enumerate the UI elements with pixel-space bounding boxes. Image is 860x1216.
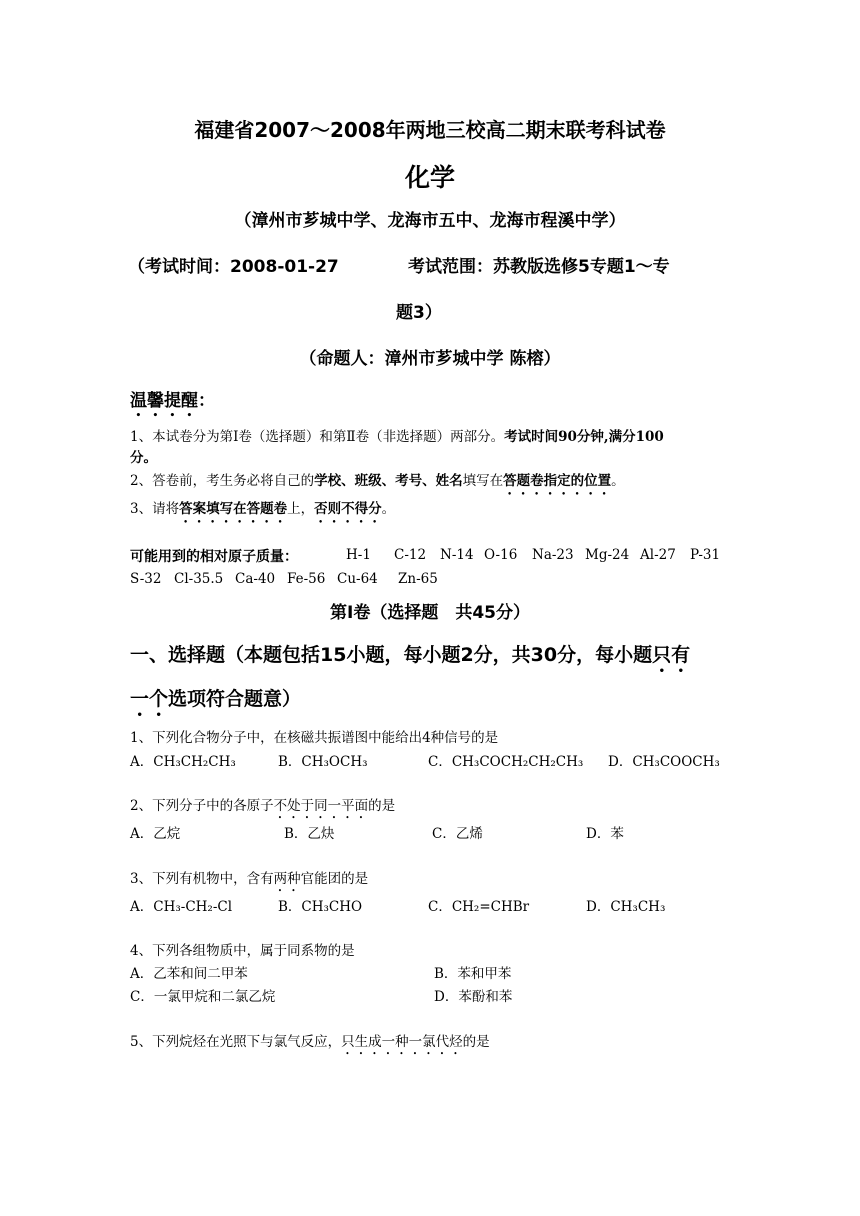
q5-stem-emphasis: 只生成一种一氯代烃 <box>341 1034 463 1050</box>
tips-heading: 温馨提醒： <box>130 391 215 411</box>
mass-heading: 可能用到的相对原子质量： <box>130 549 298 565</box>
part-heading-emphasis: 只有 <box>652 644 691 666</box>
tip3-emphasis-2: 否则不得分 <box>314 501 382 517</box>
mass-ca: Ca-40 <box>235 571 276 587</box>
exam-scope: 考试范围：苏教版选修5专题1～专 <box>408 257 670 277</box>
part-heading-text-2: 选项符合题意） <box>168 688 302 710</box>
author-line: （命题人：漳州市芗城中学 陈榕） <box>299 349 561 369</box>
tip2-text-e: 。 <box>611 473 625 489</box>
mass-cu: Cu-64 <box>337 571 378 587</box>
q2-option-b: B．乙炔 <box>284 826 335 842</box>
q3-option-a: A．CH₃-CH₂-Cl <box>130 899 233 915</box>
q2-option-c: C．乙烯 <box>432 826 483 842</box>
tip3-text-a: 3、请将 <box>130 501 180 517</box>
q3-option-c: C．CH₂=CHBr <box>428 899 530 915</box>
q1-option-c: C．CH₃COCH₂CH₂CH₃ <box>428 754 584 770</box>
part-heading-emphasis-2: 一个 <box>130 688 169 710</box>
tip3-text-e: 。 <box>381 501 396 517</box>
question-4-stem: 4、下列各组物质中，属于同系物的是 <box>130 943 355 959</box>
q4-option-c: C．一氯甲烷和二氯乙烷 <box>130 989 276 1005</box>
mass-n: N-14 <box>440 547 474 563</box>
tip-line-2 <box>130 469 625 498</box>
q3-stem-emphasis: 两种 <box>273 871 301 887</box>
q3-option-b: B．CH₃CHO <box>278 899 363 915</box>
mass-cl: Cl-35.5 <box>174 571 224 587</box>
tip2-emphasis: 答题卷指定的位置 <box>503 473 612 489</box>
q2-stem-emphasis: 不处于同一平面 <box>273 798 369 814</box>
q1-option-b: B．CH₃OCH₃ <box>278 754 368 770</box>
part-heading-text: 一、选择题（本题包括15小题，每小题2分，共30分，每小题 <box>130 644 653 666</box>
q2-stem-c: 的是 <box>368 798 396 814</box>
question-5-stem <box>130 1030 490 1058</box>
mass-c: C-12 <box>394 547 427 563</box>
mass-h: H-1 <box>346 547 371 563</box>
mass-s: S-32 <box>130 571 162 587</box>
mass-fe: Fe-56 <box>287 571 326 587</box>
schools-line: （漳州市芗城中学、龙海市五中、龙海市程溪中学） <box>234 211 626 231</box>
question-3-stem <box>130 867 368 895</box>
tip-line-1-cont: 分。 <box>130 450 157 466</box>
q4-option-a: A．乙苯和间二甲苯 <box>130 966 248 982</box>
q3-stem-a: 3、下列有机物中，含有 <box>130 871 274 887</box>
exam-scope-cont: 题3） <box>396 303 442 323</box>
mass-zn: Zn-65 <box>398 571 438 587</box>
tip1-bold: 考试时间90分钟,满分100 <box>504 429 664 445</box>
q4-option-b: B．苯和甲苯 <box>434 966 512 982</box>
tip-line-1 <box>130 425 664 445</box>
q4-option-d: D．苯酚和苯 <box>434 989 513 1005</box>
question-1-stem: 1、下列化合物分子中，在核磁共振谱图中能给出4种信号的是 <box>130 730 499 746</box>
exam-title: 福建省2007～2008年两地三校高二期末联考科试卷 <box>194 118 666 142</box>
tip2-text-c: 填写在 <box>462 473 504 489</box>
mass-o: O-16 <box>484 547 518 563</box>
mass-na: Na-23 <box>532 547 574 563</box>
tip2-text-a: 2、答卷前，考生务必将自己的 <box>130 473 315 489</box>
section-title: 第Ⅰ卷（选择题 共45分） <box>330 603 530 623</box>
mass-mg: Mg-24 <box>585 547 630 563</box>
q2-option-a: A．乙烷 <box>130 826 181 842</box>
part-heading-cont <box>130 684 301 721</box>
q2-option-d: D．苯 <box>586 826 624 842</box>
subject-title: 化学 <box>404 163 455 192</box>
exam-time: （考试时间：2008-01-27 <box>128 257 339 277</box>
tip1-text: 1、本试卷分为第Ⅰ卷（选择题）和第Ⅱ卷（非选择题）两部分。 <box>130 429 505 445</box>
q1-option-d: D．CH₃COOCH₃ <box>608 754 720 770</box>
mass-al: Al-27 <box>640 547 676 563</box>
q1-option-a: A．CH₃CH₂CH₃ <box>130 754 236 770</box>
tip-line-3 <box>130 497 395 526</box>
q5-stem-c: 的是 <box>462 1034 490 1050</box>
tip3-text-c: 上， <box>287 501 315 517</box>
q3-stem-c: 官能团的是 <box>300 871 369 887</box>
q2-stem-a: 2、下列分子中的各原子 <box>130 798 274 814</box>
mass-p: P-31 <box>690 547 721 563</box>
part-heading <box>130 640 690 677</box>
question-2-stem <box>130 794 395 822</box>
q5-stem-a: 5、下列烷烃在光照下与氯气反应， <box>130 1034 342 1050</box>
tip2-bold: 学校、班级、考号、姓名 <box>314 473 463 489</box>
tip3-emphasis-1: 答案填写在答题卷 <box>179 501 288 517</box>
q3-option-d: D．CH₃CH₃ <box>586 899 666 915</box>
